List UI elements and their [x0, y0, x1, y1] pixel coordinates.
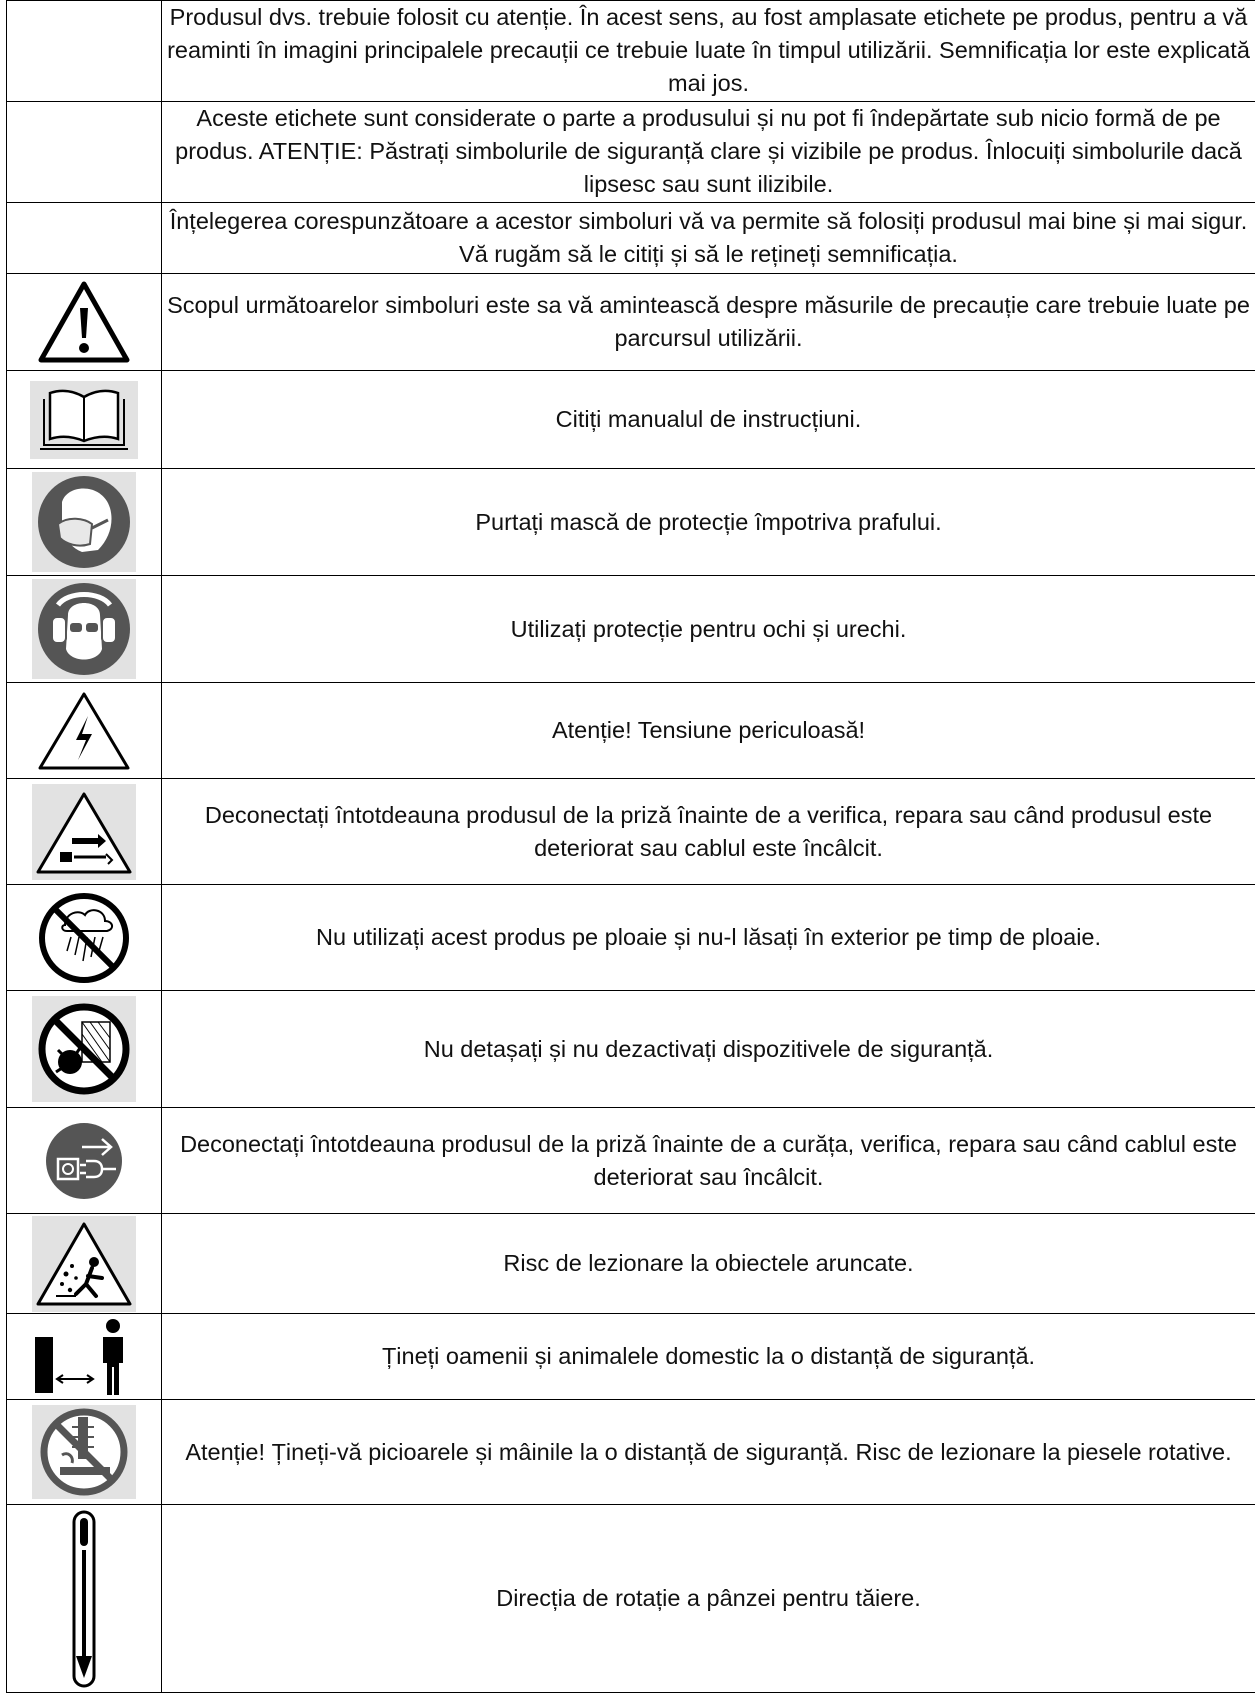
icon-cell-empty	[7, 202, 162, 273]
table-row	[7, 101, 1255, 202]
row-text: Deconectați întotdeauna produsul de la priză înainte de a verifica, repara sau când produsul este deteriorat sau cablul este încâlcit.	[162, 779, 1255, 885]
safety-distance-icon	[33, 1317, 135, 1397]
row-text: Purtați mască de protecție împotriva prafului.	[162, 469, 1255, 576]
eye-ear-protection-icon	[32, 579, 136, 679]
row-text: Atenție! Tensiune periculoasă!	[162, 683, 1255, 779]
safety-symbols-table	[6, 0, 1255, 1693]
row-text: Scopul următoarelor simboluri este sa vă amintească despre măsurile de precauție care trebuie luate pe parcursul utilizării.	[162, 273, 1255, 371]
table-row	[7, 1214, 1255, 1314]
table-row	[7, 779, 1255, 885]
icon-cell-empty	[7, 101, 162, 202]
warning-triangle-icon	[36, 278, 132, 366]
thrown-objects-icon	[32, 1216, 136, 1312]
rotating-parts-icon	[32, 1405, 136, 1499]
row-text: Înțelegerea corespunzătoare a acestor simboluri vă va permite să folosiți produsul mai bine și mai sigur. Vă rugăm să le citiți și să le rețineți semnificația.	[162, 202, 1255, 273]
table-row	[7, 1, 1255, 102]
unplug-warning-icon	[32, 784, 136, 880]
row-text: Citiți manualul de instrucțiuni.	[162, 371, 1255, 469]
row-text: Nu detașați și nu dezactivați dispozitivele de siguranță.	[162, 991, 1255, 1108]
row-text: Direcția de rotație a pânzei pentru tăiere.	[162, 1505, 1255, 1693]
table-row	[7, 469, 1255, 576]
row-text: Atenție! Țineți-vă picioarele și mâinile la o distanță de siguranță. Risc de lezionare la piesele rotative.	[162, 1400, 1255, 1505]
row-text: Nu utilizați acest produs pe ploaie și nu-l lăsați în exterior pe timp de ploaie.	[162, 885, 1255, 991]
table-row	[7, 576, 1255, 683]
table-row	[7, 1108, 1255, 1214]
no-rain-icon	[35, 891, 133, 985]
row-text: Deconectați întotdeauna produsul de la priză înainte de a curăța, verifica, repara sau când cablul este deteriorat sau încâlcit.	[162, 1108, 1255, 1214]
table-row	[7, 991, 1255, 1108]
row-text: Utilizați protecție pentru ochi și urechi.	[162, 576, 1255, 683]
dust-mask-icon	[32, 472, 136, 572]
row-text: Țineți oamenii și animalele domestic la o distanță de siguranță.	[162, 1314, 1255, 1400]
table-row	[7, 1505, 1255, 1693]
table-row	[7, 202, 1255, 273]
table-row	[7, 371, 1255, 469]
table-row	[7, 1314, 1255, 1400]
high-voltage-icon	[34, 688, 134, 774]
row-text: Aceste etichete sunt considerate o parte a produsului și nu pot fi îndepărtate sub nicio formă de pe produs. ATENȚIE: Păstrați simbolurile de siguranță clare și vizibile pe produs. Înlocuiți simbolurile dacă lipsesc sau sunt ilizibile.	[162, 101, 1255, 202]
row-text: Risc de lezionare la obiectele aruncate.	[162, 1214, 1255, 1314]
table-row	[7, 885, 1255, 991]
unplug-socket-icon	[34, 1119, 134, 1203]
table-row	[7, 273, 1255, 371]
table-row	[7, 1400, 1255, 1505]
row-text: Produsul dvs. trebuie folosit cu atenție. În acest sens, au fost amplasate etichete pe produs, pentru a vă reaminti în imagini principalele precauții ce trebuie luate în timpul utilizării. Semnificația lor este explicată mai jos.	[162, 1, 1255, 102]
instruction-manual-icon	[30, 381, 138, 459]
icon-cell-empty	[7, 1, 162, 102]
table-row	[7, 683, 1255, 779]
blade-rotation-direction-icon	[71, 1510, 97, 1688]
no-remove-guard-icon	[32, 996, 136, 1102]
